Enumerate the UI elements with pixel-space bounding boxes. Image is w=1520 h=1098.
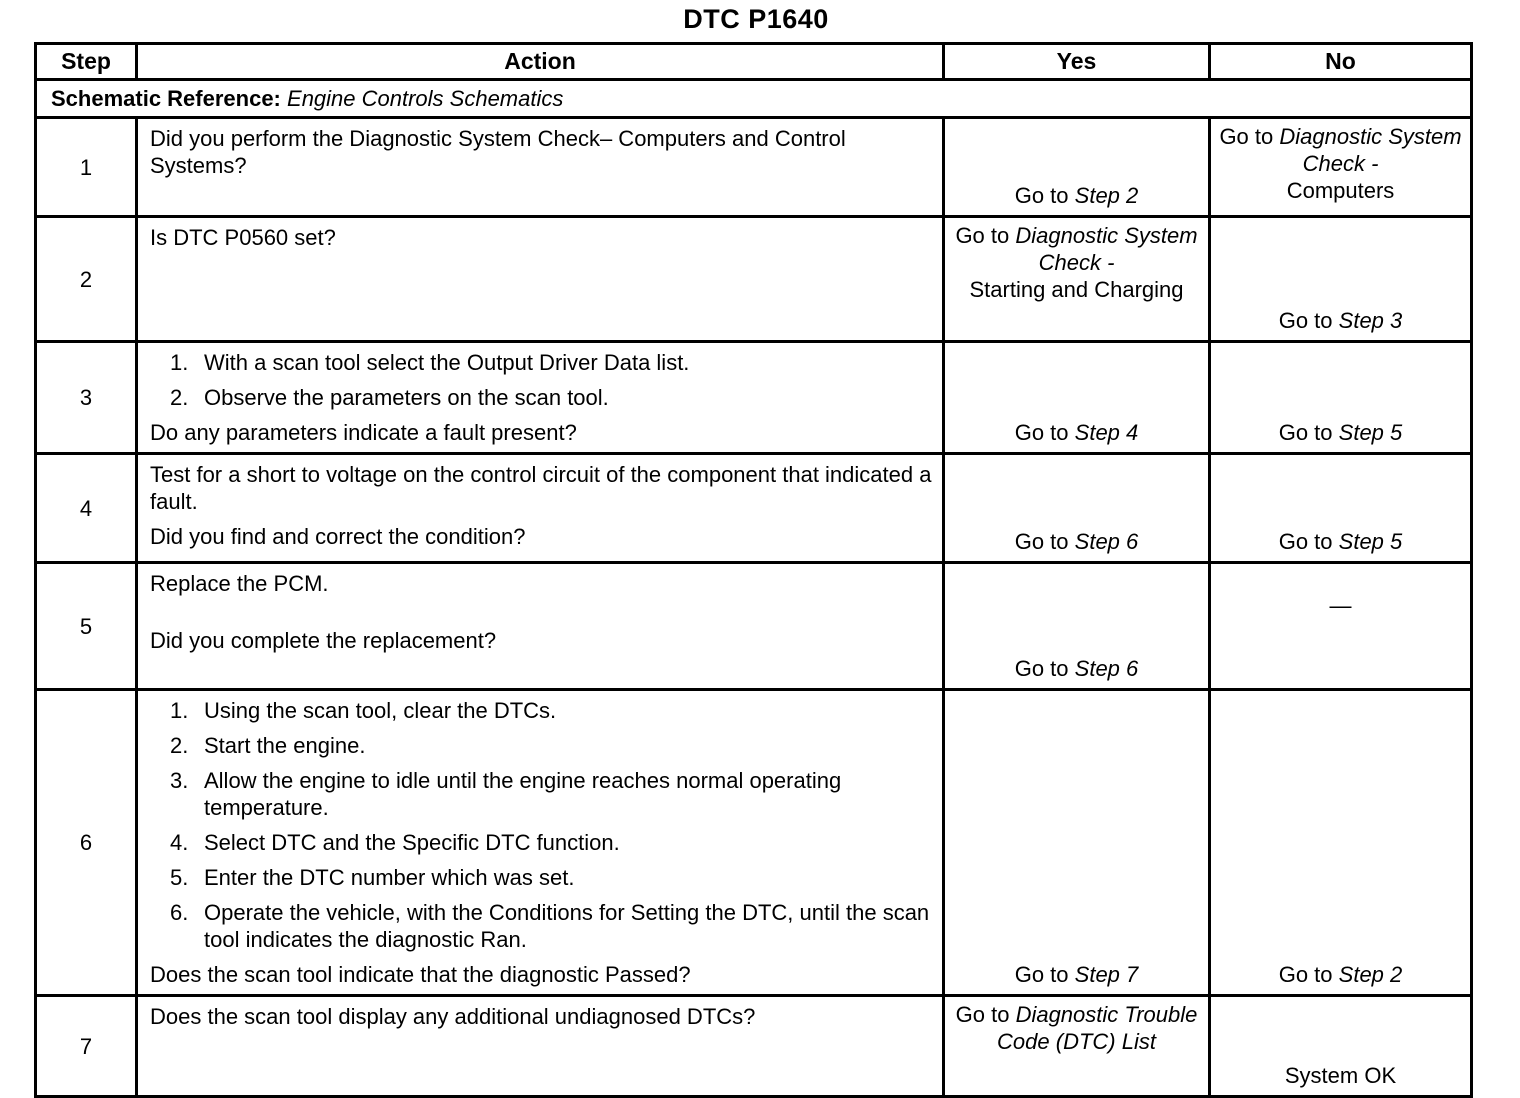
header-yes: Yes [944, 44, 1210, 80]
step-number: 5 [36, 563, 137, 690]
step-number: 2 [36, 217, 137, 342]
action-question: Did you perform the Diagnostic System Check– Computers and Control Systems? [150, 126, 846, 178]
yes-prefix: Go to [955, 1002, 1010, 1027]
action-question: Does the scan tool display any additional undiagnosed DTCs? [150, 1004, 756, 1029]
yes-cell [944, 217, 1210, 342]
no-cell [1210, 342, 1472, 454]
action-cell [137, 563, 944, 690]
step-number: 3 [36, 342, 137, 454]
yes-suffix: Starting and Charging [969, 277, 1184, 302]
yes-cell [944, 690, 1210, 996]
schematic-reference [36, 80, 1472, 118]
yes-link[interactable]: Step 6 [1074, 529, 1139, 554]
list-item: 6. Operate the vehicle, with the Conditions for Setting the DTC, until the scan tool indicates the diagnostic Ran. [170, 900, 930, 952]
table-row [36, 454, 1472, 563]
no-prefix: Go to [1278, 308, 1333, 333]
action-cell [137, 996, 944, 1097]
yes-link[interactable]: Step 4 [1074, 420, 1139, 445]
header-no: No [1210, 44, 1472, 80]
yes-prefix: Go to [1014, 420, 1069, 445]
header-action: Action [137, 44, 944, 80]
action-cell [137, 342, 944, 454]
table-row [36, 996, 1472, 1097]
schematic-reference-label: Schematic Reference: [51, 86, 281, 111]
yes-prefix: Go to [1014, 962, 1069, 987]
no-prefix: Go to [1219, 124, 1274, 149]
diagnostic-table [34, 42, 1473, 1098]
no-cell [1210, 118, 1472, 217]
table-row [36, 342, 1472, 454]
yes-cell [944, 996, 1210, 1097]
yes-prefix: Go to [1014, 656, 1069, 681]
yes-link[interactable]: Step 6 [1074, 656, 1139, 681]
yes-link[interactable]: Diagnostic System Check - [1015, 223, 1198, 275]
no-link[interactable]: Diagnostic System Check - [1279, 124, 1462, 176]
no-cell [1210, 563, 1472, 690]
schematic-reference-link[interactable]: Engine Controls Schematics [287, 86, 564, 111]
no-link[interactable]: Step 2 [1338, 962, 1403, 987]
action-question: Does the scan tool indicate that the diagnostic Passed? [150, 962, 691, 987]
list-item: 5. Enter the DTC number which was set. [170, 865, 575, 890]
action-question: Did you complete the replacement? [150, 628, 497, 653]
yes-cell [944, 454, 1210, 563]
list-item: 2. Observe the parameters on the scan tool. [170, 385, 609, 410]
list-item: 1. Using the scan tool, clear the DTCs. [170, 698, 557, 723]
list-item: 2. Start the engine. [170, 733, 366, 758]
action-cell [137, 454, 944, 563]
action-list [150, 697, 932, 953]
action-list [150, 349, 932, 411]
header-step: Step [36, 44, 137, 80]
yes-link[interactable]: Step 2 [1074, 183, 1139, 208]
yes-cell [944, 118, 1210, 217]
yes-prefix: Go to [955, 223, 1010, 248]
table-row [36, 217, 1472, 342]
table-row [36, 563, 1472, 690]
list-item: 3. Allow the engine to idle until the engine reaches normal operating temperature. [170, 768, 842, 820]
action-cell [137, 118, 944, 217]
no-cell [1210, 996, 1472, 1097]
yes-prefix: Go to [1014, 529, 1069, 554]
no-prefix: Go to [1278, 962, 1333, 987]
action-cell [137, 690, 944, 996]
list-item: 1. With a scan tool select the Output Driver Data list. [170, 350, 690, 375]
action-intro: Replace the PCM. [150, 571, 329, 596]
action-intro: Test for a short to voltage on the control circuit of the component that indicated a fault. [150, 462, 932, 514]
no-cell [1210, 217, 1472, 342]
table-row [36, 690, 1472, 996]
yes-cell [944, 342, 1210, 454]
action-question: Did you find and correct the condition? [150, 524, 526, 549]
step-number: 7 [36, 996, 137, 1097]
action-question: Do any parameters indicate a fault present? [150, 420, 577, 445]
step-number: 4 [36, 454, 137, 563]
no-cell [1210, 454, 1472, 563]
yes-link[interactable]: Step 7 [1074, 962, 1139, 987]
step-number: 6 [36, 690, 137, 996]
yes-cell [944, 563, 1210, 690]
step-number: 1 [36, 118, 137, 217]
list-item: 4. Select DTC and the Specific DTC function. [170, 830, 620, 855]
no-prefix: Go to [1278, 529, 1333, 554]
no-prefix: Go to [1278, 420, 1333, 445]
no-link[interactable]: Step 3 [1338, 308, 1403, 333]
schematic-reference-row [36, 80, 1472, 118]
no-suffix: Computers [1286, 178, 1395, 203]
action-cell [137, 217, 944, 342]
yes-link[interactable]: Diagnostic Trouble Code (DTC) List [997, 1002, 1198, 1054]
header-row [36, 44, 1472, 80]
page-title: DTC P1640 [683, 4, 829, 34]
no-link[interactable]: Step 5 [1338, 420, 1403, 445]
table-row [36, 118, 1472, 217]
no-dash: — [1329, 593, 1352, 618]
yes-prefix: Go to [1014, 183, 1069, 208]
action-question: Is DTC P0560 set? [150, 225, 336, 250]
no-result: System OK [1284, 1063, 1397, 1088]
no-link[interactable]: Step 5 [1338, 529, 1403, 554]
no-cell [1210, 690, 1472, 996]
